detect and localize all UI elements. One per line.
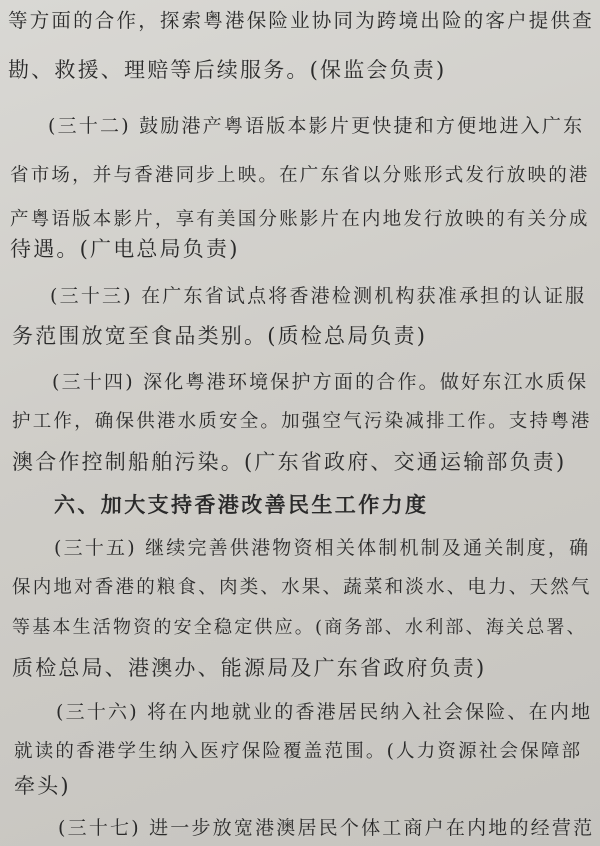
text-line-6: 待遇。(广电总局负责) <box>10 237 240 261</box>
text-line-7: (三十三) 在广东省试点将香港检测机构获准承担的认证服 <box>50 285 587 307</box>
text-line-17: (三十六) 将在内地就业的香港居民纳入社会保险、在内地 <box>56 701 593 723</box>
text-line-10: 护工作，确保供港水质安全。加强空气污染减排工作。支持粤港 <box>12 411 592 432</box>
text-line-13: (三十五) 继续完善供港物资相关体制机制及通关制度，确 <box>54 537 591 559</box>
text-line-1: 等方面的合作，探索粤港保险业协同为跨境出险的客户提供查 <box>8 9 594 32</box>
text-line-19: 牵头) <box>14 774 71 798</box>
text-line-16: 质检总局、港澳办、能源局及广东省政府负责) <box>12 656 487 680</box>
text-line-8: 务范围放宽至食品类别。(质检总局负责) <box>12 324 428 348</box>
text-line-18: 就读的香港学生纳入医疗保险覆盖范围。(人力资源社会保障部 <box>14 741 583 762</box>
text-line-20: (三十七) 进一步放宽港澳居民个体工商户在内地的经营范 <box>58 817 595 839</box>
text-line-2: 勘、救援、理赔等后续服务。(保监会负责) <box>8 58 447 82</box>
text-line-3: (三十二) 鼓励港产粤语版本影片更快捷和方便地进入广东 <box>48 115 585 137</box>
section-heading: 六、加大支持香港改善民生工作力度 <box>54 493 429 517</box>
text-line-9: (三十四) 深化粤港环境保护方面的合作。做好东江水质保 <box>52 371 589 393</box>
text-line-15: 等基本生活物资的安全稳定供应。(商务部、水利部、海关总署、 <box>12 617 587 638</box>
text-line-11: 澳合作控制船舶污染。(广东省政府、交通运输部负责) <box>12 450 567 474</box>
text-line-4: 省市场，并与香港同步上映。在广东省以分账形式发行放映的港 <box>10 165 590 186</box>
text-line-5: 产粤语版本影片，享有美国分账影片在内地发行放映的有关分成 <box>10 209 590 230</box>
text-line-14: 保内地对香港的粮食、肉类、水果、蔬菜和淡水、电力、天然气 <box>12 577 592 598</box>
